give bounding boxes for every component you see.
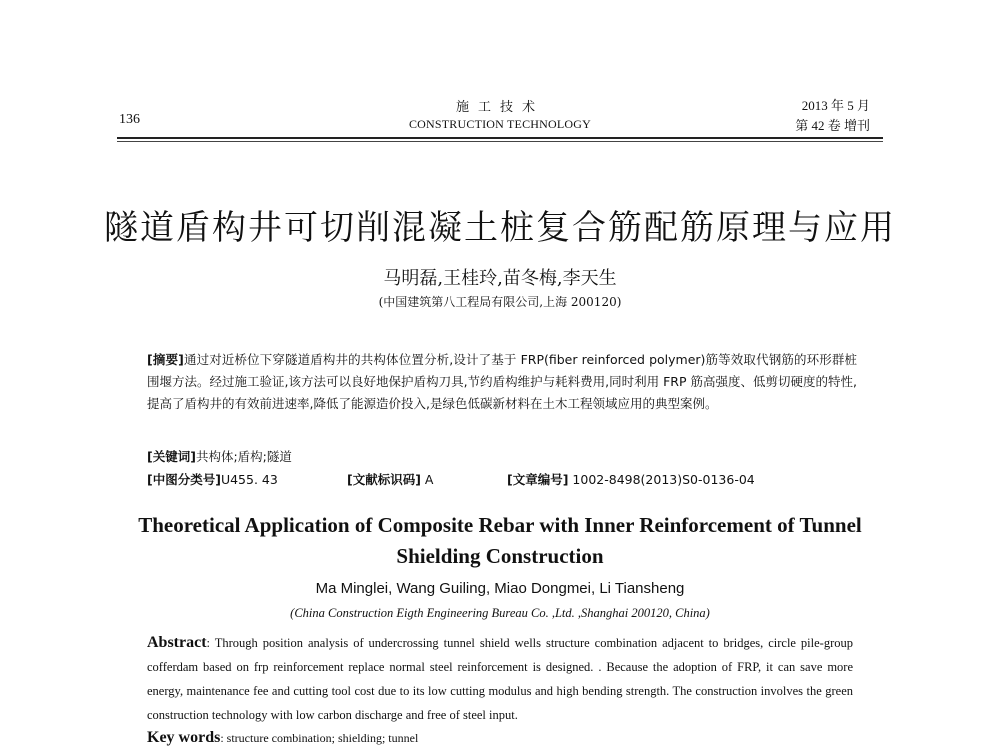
doc-code bbox=[347, 470, 433, 488]
keywords-cn bbox=[147, 447, 292, 465]
abstract-en bbox=[147, 631, 853, 727]
title-en: Theoretical Application of Composite Rebar with Inner Reinforcement of Tunnel Shielding Construction bbox=[138, 513, 862, 568]
article-id-value: 1002-8498(2013)S0-0136-04 bbox=[572, 472, 755, 487]
article-id bbox=[507, 470, 755, 488]
clc-label: [中图分类号] bbox=[147, 472, 221, 487]
keywords-en-text: : structure combination; shielding; tunnel bbox=[220, 731, 419, 745]
journal-name-en: CONSTRUCTION TECHNOLOGY bbox=[408, 117, 592, 131]
keywords-en bbox=[147, 729, 418, 747]
keywords-en-label: Key words bbox=[147, 729, 221, 746]
title-cn: 隧道盾构井可切削混凝土桩复合筋配筋原理与应用 bbox=[104, 208, 896, 248]
header-rule bbox=[117, 137, 883, 139]
keywords-cn-text: 共构体;盾构;隧道 bbox=[195, 449, 292, 464]
issue-info bbox=[795, 96, 870, 136]
affiliation-en: (China Construction Eigth Engineering Bureau Co. ,Ltd. ,Shanghai 200120, China) bbox=[290, 606, 710, 620]
abstract-en-label: Abstract bbox=[147, 634, 207, 651]
abstract-cn-label: [摘要] bbox=[147, 352, 184, 367]
page-number: 136 bbox=[119, 112, 140, 127]
journal-name-cn: 施工技术 bbox=[455, 100, 544, 115]
journal-header bbox=[380, 96, 620, 132]
article-id-label: [文章编号] bbox=[507, 472, 569, 487]
abstract-en-text: : Through position analysis of undercrossing tunnel shield wells structure combination adjacent to bridges, circle pile-group cofferdam based on frp reinforcement replace normal steel reinforcement is designed. . Because the adoption of FRP, it can save more energy, maintenance fee and cutting tool cost due to its low cutting modulus and high bending strength. The construction involves the green construction technology with low carbon discharge and free of steel input. bbox=[147, 636, 853, 722]
doc-code-value: A bbox=[424, 472, 434, 487]
clc-code bbox=[147, 470, 278, 488]
header-rule-thin bbox=[117, 141, 883, 142]
abstract-cn bbox=[147, 349, 857, 415]
authors-cn: 马明磊,王桂玲,苗冬梅,李天生 bbox=[383, 268, 617, 289]
issue-volume: 第 42 卷 增刊 bbox=[795, 118, 870, 133]
issue-date: 2013 年 5 月 bbox=[801, 98, 870, 113]
keywords-cn-label: [关键词] bbox=[147, 449, 196, 464]
abstract-cn-text: 通过对近桥位下穿隧道盾构井的共构体位置分析,设计了基于 FRP(fiber reinforced polymer)筋等效取代钢筋的环形群桩围堰方法。经过施工验证,该方法可以良好地保护盾构刀具,节约盾构维护与耗料费用,同时利用 FRP 筋高强度、低剪切硬度的特性,提高了盾构井的有效前进速率,降低了能源造价投入,是绿色低碳新材料在土木工程领域应用的典型案例。 bbox=[147, 352, 857, 411]
doc-code-label: [文献标识码] bbox=[347, 472, 421, 487]
authors-en: Ma Minglei, Wang Guiling, Miao Dongmei, Li Tiansheng bbox=[315, 580, 685, 597]
clc-value: U455. 43 bbox=[220, 472, 278, 487]
affiliation-cn: (中国建筑第八工程局有限公司,上海 200120) bbox=[378, 295, 622, 309]
